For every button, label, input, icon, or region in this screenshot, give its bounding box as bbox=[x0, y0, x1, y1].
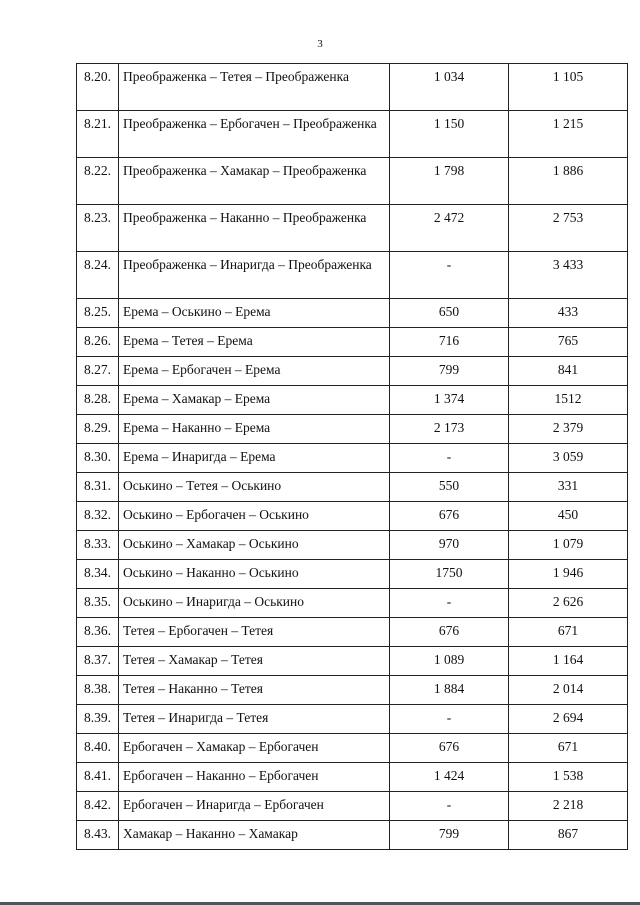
row-number-cell: 8.29. bbox=[77, 415, 119, 444]
row-number-cell: 8.20. bbox=[77, 64, 119, 111]
table-row bbox=[77, 299, 628, 328]
value-2-cell: 1512 bbox=[509, 386, 628, 415]
table-row bbox=[77, 676, 628, 705]
row-number-cell: 8.27. bbox=[77, 357, 119, 386]
value-1-cell: 676 bbox=[390, 618, 509, 647]
route-cell: Ерема – Тетея – Ерема bbox=[119, 328, 390, 357]
value-2-cell: 765 bbox=[509, 328, 628, 357]
value-1-cell: 1 034 bbox=[390, 64, 509, 111]
value-1-cell: 970 bbox=[390, 531, 509, 560]
value-1-cell: 650 bbox=[390, 299, 509, 328]
route-cell: Оськино – Хамакар – Оськино bbox=[119, 531, 390, 560]
value-2-cell: 841 bbox=[509, 357, 628, 386]
table-row bbox=[77, 205, 628, 252]
value-1-cell: - bbox=[390, 589, 509, 618]
value-1-cell: 1 424 bbox=[390, 763, 509, 792]
value-2-cell: 3 433 bbox=[509, 252, 628, 299]
table-row bbox=[77, 734, 628, 763]
route-cell: Оськино – Наканно – Оськино bbox=[119, 560, 390, 589]
value-2-cell: 1 946 bbox=[509, 560, 628, 589]
row-number-cell: 8.26. bbox=[77, 328, 119, 357]
row-number-cell: 8.21. bbox=[77, 111, 119, 158]
value-1-cell: - bbox=[390, 792, 509, 821]
row-number-cell: 8.41. bbox=[77, 763, 119, 792]
route-cell: Ерема – Оськино – Ерема bbox=[119, 299, 390, 328]
row-number-cell: 8.39. bbox=[77, 705, 119, 734]
value-2-cell: 331 bbox=[509, 473, 628, 502]
row-number-cell: 8.22. bbox=[77, 158, 119, 205]
value-2-cell: 2 014 bbox=[509, 676, 628, 705]
value-2-cell: 1 215 bbox=[509, 111, 628, 158]
row-number-cell: 8.42. bbox=[77, 792, 119, 821]
table-row bbox=[77, 502, 628, 531]
page-number: 3 bbox=[317, 38, 323, 50]
route-tariff-table bbox=[76, 63, 628, 850]
table-row bbox=[77, 821, 628, 850]
value-1-cell: 799 bbox=[390, 357, 509, 386]
route-cell: Ерема – Ербогачен – Ерема bbox=[119, 357, 390, 386]
table-row bbox=[77, 705, 628, 734]
row-number-cell: 8.33. bbox=[77, 531, 119, 560]
row-number-cell: 8.30. bbox=[77, 444, 119, 473]
table-row bbox=[77, 252, 628, 299]
route-cell: Оськино – Ербогачен – Оськино bbox=[119, 502, 390, 531]
value-1-cell: 676 bbox=[390, 502, 509, 531]
value-2-cell: 1 538 bbox=[509, 763, 628, 792]
route-cell: Преображенка – Инаригда – Преображенка bbox=[119, 252, 390, 299]
route-cell: Ербогачен – Инаригда – Ербогачен bbox=[119, 792, 390, 821]
row-number-cell: 8.36. bbox=[77, 618, 119, 647]
row-number-cell: 8.28. bbox=[77, 386, 119, 415]
table-body bbox=[77, 64, 628, 850]
value-1-cell: 1 884 bbox=[390, 676, 509, 705]
table-row bbox=[77, 473, 628, 502]
route-cell: Преображенка – Хамакар – Преображенка bbox=[119, 158, 390, 205]
table-row bbox=[77, 444, 628, 473]
value-1-cell: 1 798 bbox=[390, 158, 509, 205]
route-cell: Ерема – Хамакар – Ерема bbox=[119, 386, 390, 415]
table-row bbox=[77, 531, 628, 560]
row-number-cell: 8.38. bbox=[77, 676, 119, 705]
value-2-cell: 867 bbox=[509, 821, 628, 850]
value-1-cell: 2 173 bbox=[390, 415, 509, 444]
route-cell: Преображенка – Тетея – Преображенка bbox=[119, 64, 390, 111]
row-number-cell: 8.25. bbox=[77, 299, 119, 328]
route-cell: Ерема – Наканно – Ерема bbox=[119, 415, 390, 444]
row-number-cell: 8.37. bbox=[77, 647, 119, 676]
value-2-cell: 433 bbox=[509, 299, 628, 328]
value-2-cell: 1 164 bbox=[509, 647, 628, 676]
table-row bbox=[77, 158, 628, 205]
value-2-cell: 2 753 bbox=[509, 205, 628, 252]
row-number-cell: 8.24. bbox=[77, 252, 119, 299]
route-cell: Тетея – Наканно – Тетея bbox=[119, 676, 390, 705]
table-row bbox=[77, 792, 628, 821]
row-number-cell: 8.40. bbox=[77, 734, 119, 763]
route-cell: Тетея – Инаригда – Тетея bbox=[119, 705, 390, 734]
value-2-cell: 1 105 bbox=[509, 64, 628, 111]
value-1-cell: 1 374 bbox=[390, 386, 509, 415]
value-1-cell: 1 150 bbox=[390, 111, 509, 158]
value-2-cell: 2 626 bbox=[509, 589, 628, 618]
table-row bbox=[77, 589, 628, 618]
value-2-cell: 2 218 bbox=[509, 792, 628, 821]
route-cell: Преображенка – Ербогачен – Преображенка bbox=[119, 111, 390, 158]
value-2-cell: 1 886 bbox=[509, 158, 628, 205]
value-1-cell: 2 472 bbox=[390, 205, 509, 252]
value-2-cell: 1 079 bbox=[509, 531, 628, 560]
value-1-cell: - bbox=[390, 705, 509, 734]
table-row bbox=[77, 647, 628, 676]
row-number-cell: 8.34. bbox=[77, 560, 119, 589]
table-row bbox=[77, 111, 628, 158]
value-1-cell: 1750 bbox=[390, 560, 509, 589]
value-1-cell: 550 bbox=[390, 473, 509, 502]
value-1-cell: - bbox=[390, 252, 509, 299]
value-1-cell: 676 bbox=[390, 734, 509, 763]
row-number-cell: 8.31. bbox=[77, 473, 119, 502]
route-cell: Оськино – Инаригда – Оськино bbox=[119, 589, 390, 618]
row-number-cell: 8.23. bbox=[77, 205, 119, 252]
value-2-cell: 3 059 bbox=[509, 444, 628, 473]
route-cell: Тетея – Ербогачен – Тетея bbox=[119, 618, 390, 647]
table-row bbox=[77, 64, 628, 111]
value-2-cell: 671 bbox=[509, 734, 628, 763]
route-cell: Тетея – Хамакар – Тетея bbox=[119, 647, 390, 676]
table-row bbox=[77, 415, 628, 444]
route-cell: Хамакар – Наканно – Хамакар bbox=[119, 821, 390, 850]
value-2-cell: 450 bbox=[509, 502, 628, 531]
value-2-cell: 671 bbox=[509, 618, 628, 647]
row-number-cell: 8.35. bbox=[77, 589, 119, 618]
table-row bbox=[77, 357, 628, 386]
value-1-cell: 799 bbox=[390, 821, 509, 850]
value-2-cell: 2 379 bbox=[509, 415, 628, 444]
row-number-cell: 8.43. bbox=[77, 821, 119, 850]
value-1-cell: 1 089 bbox=[390, 647, 509, 676]
table-row bbox=[77, 386, 628, 415]
row-number-cell: 8.32. bbox=[77, 502, 119, 531]
value-2-cell: 2 694 bbox=[509, 705, 628, 734]
table-row bbox=[77, 560, 628, 589]
table-row bbox=[77, 328, 628, 357]
route-cell: Ерема – Инаригда – Ерема bbox=[119, 444, 390, 473]
route-cell: Ербогачен – Наканно – Ербогачен bbox=[119, 763, 390, 792]
route-cell: Преображенка – Наканно – Преображенка bbox=[119, 205, 390, 252]
table-row bbox=[77, 618, 628, 647]
route-cell: Оськино – Тетея – Оськино bbox=[119, 473, 390, 502]
value-1-cell: 716 bbox=[390, 328, 509, 357]
route-cell: Ербогачен – Хамакар – Ербогачен bbox=[119, 734, 390, 763]
value-1-cell: - bbox=[390, 444, 509, 473]
table-row bbox=[77, 763, 628, 792]
